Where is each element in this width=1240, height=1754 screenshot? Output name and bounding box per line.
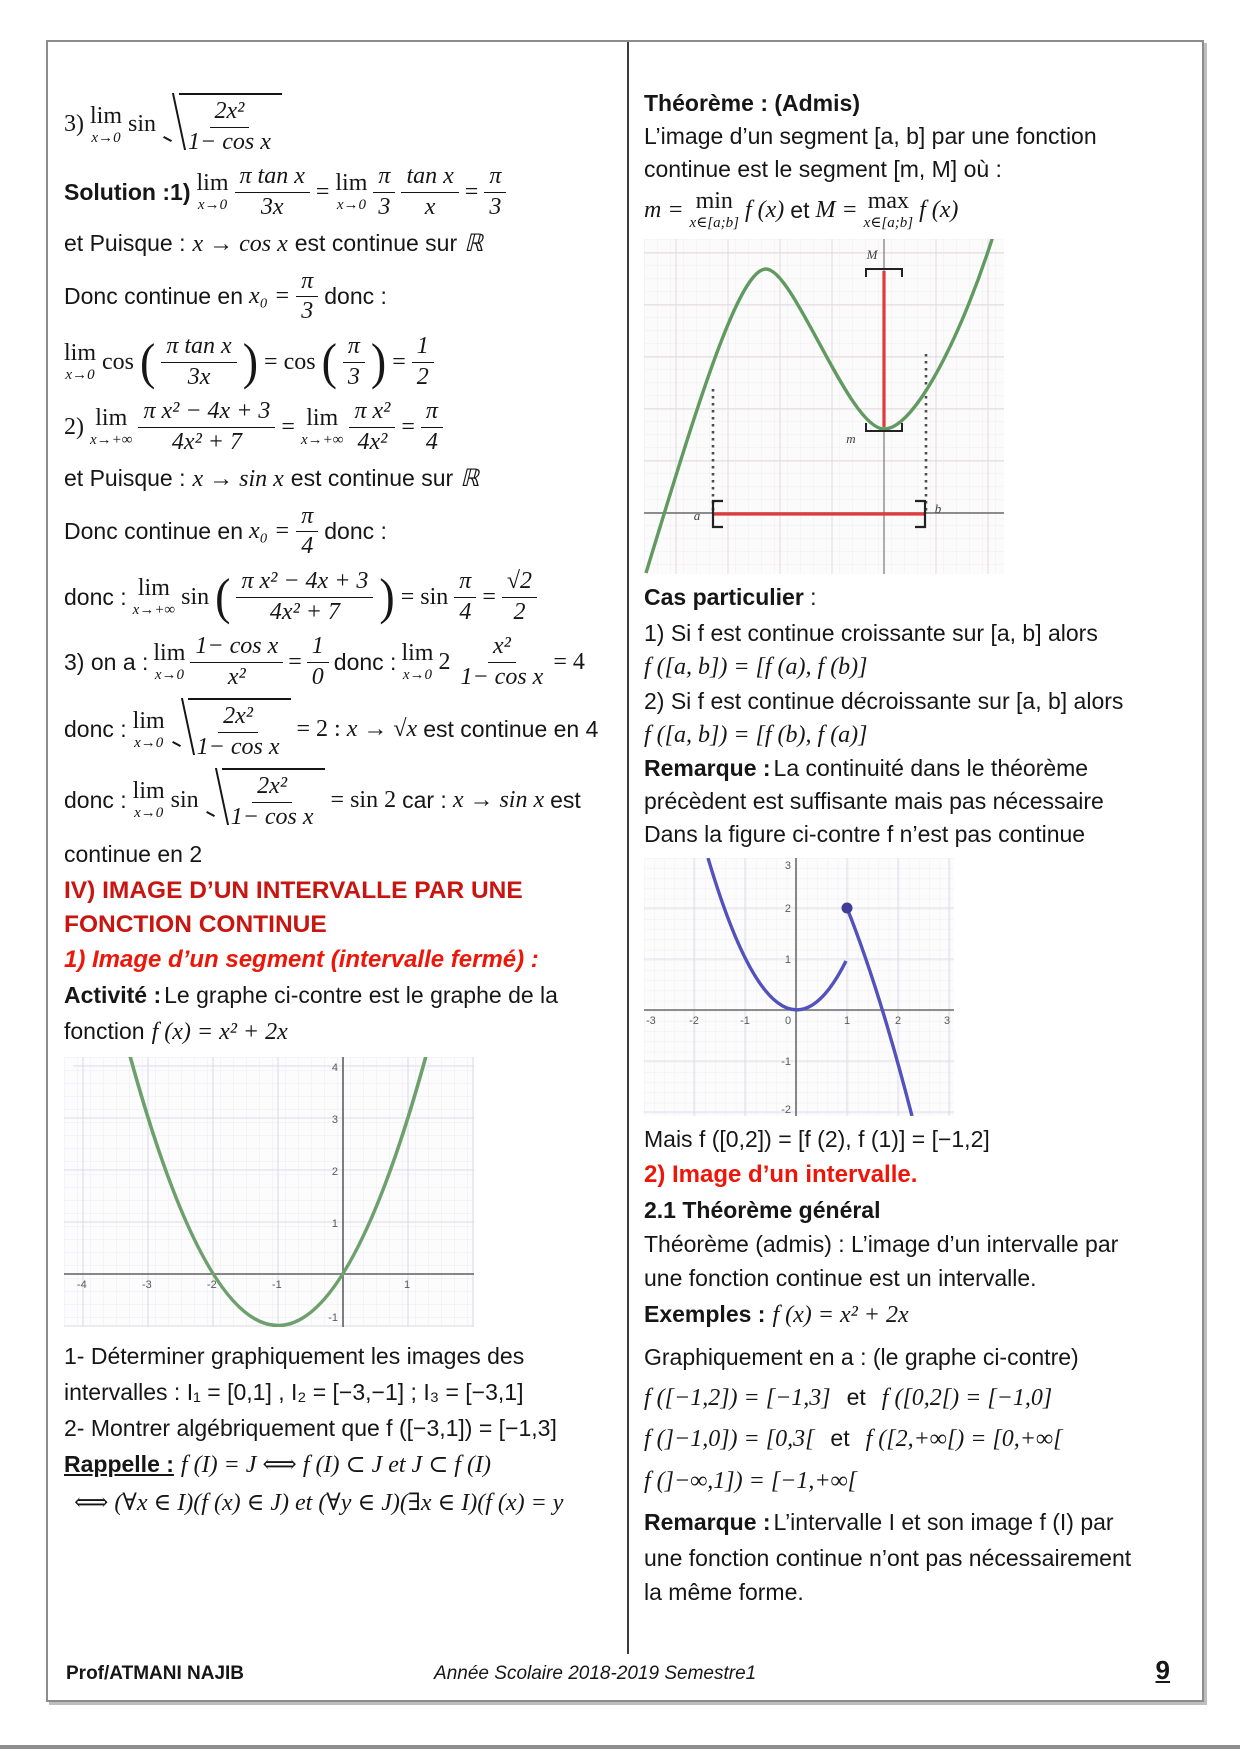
square-root [171,698,291,761]
image-formula: f (]−1,0]) = [0,3[ [644,1426,815,1453]
num: tan x [401,163,458,193]
tick-label: -1 [781,1056,791,1069]
frac [349,398,395,456]
den: 1− cos x [188,128,271,155]
den: 1− cos x [460,663,544,690]
den: 3x [260,193,284,220]
text: et [830,1425,850,1452]
den: 4 [301,533,314,560]
rappel-label: Rappelle : [64,1450,174,1477]
frac [373,163,395,221]
formula-limit-3-work [64,633,612,691]
lim-sub: x→0 [65,367,95,384]
sin: sin [128,111,157,138]
text: est [550,786,581,813]
lim-sub: x→0 [91,129,121,146]
lim-operator [64,341,96,383]
column-divider [627,42,629,1654]
title: Cas particulier [644,584,804,611]
den: 3 [489,193,502,220]
formula-lim-cos [64,333,612,391]
lim-sub: x→+∞ [300,432,344,449]
tick-label: 2 [894,1015,902,1028]
segment-image-graph [644,239,1004,574]
lim: lim [132,707,165,734]
text: donc : [64,786,127,813]
result: = 2 : [296,716,341,743]
frac [307,633,329,691]
den: 0 [311,663,324,690]
lim: lim [306,405,339,432]
lim-operator [133,576,175,618]
frac [454,568,476,626]
theorem-general-heading: 2.1 Théorème général [644,1197,881,1224]
continue-en-2: continue en 2 [64,840,203,867]
x0-equals: x₀ = [249,518,291,545]
equals: = [464,178,479,205]
lim-sub: x→0 [197,197,228,214]
formula-sqrt-limit [64,698,612,761]
image-results-line3: f (]−∞,1]) = [−1,+∞[ [644,1467,858,1494]
text: fonction [64,1018,145,1045]
case-2-line: 2) Si f est continue décroissante sur [a, b] alors [644,687,1124,714]
parabola-graph [64,1057,474,1327]
num: π [343,333,365,363]
red-heading-image-intervalle: 2) Image d’un intervalle. [644,1161,918,1189]
mais-line: Mais f ([0,2]) = [f (2), f (1)] = [−1,2] [644,1126,990,1153]
x0-equals: x₀ = [249,283,291,310]
question-1-line2: intervalles : I₁ = [0,1] , I₂ = [−3,−1] ; I₃ = [−3,1] [64,1378,524,1405]
tick-label: -1 [272,1278,282,1291]
tick-label: 1 [843,1015,851,1028]
m-equals: m = [644,196,684,223]
den: 4 [425,428,438,455]
text: et Puisque : [64,230,186,257]
lim-sub: x→0 [336,197,366,214]
case-2-formula: f ([a, b]) = [f (b), f (a)] [644,721,868,748]
text: est continue sur [294,230,458,257]
tick-label: -3 [142,1278,152,1291]
den: x [424,193,436,220]
text: donc : [333,648,397,675]
coefficient: 2 [438,648,451,675]
frac [235,163,310,221]
den: 4 [459,598,472,625]
sin: sin [420,583,449,610]
num: π x² − 4x + 3 [236,568,373,598]
remark-label: Remarque : [644,755,771,782]
min: min [695,188,733,215]
lim-operator [301,406,343,448]
text: est continue en 4 [423,716,599,743]
footer [66,1655,1186,1686]
tick-label: -2 [689,1015,699,1028]
item-number: 2) [64,413,84,440]
left-column [64,86,612,1526]
solution-line-1 [64,163,612,221]
formula-lim-sin [64,568,612,626]
fx: f (x) [919,196,959,223]
tick-label: 4 [331,1061,338,1074]
frac [183,98,276,156]
text: et Puisque : [64,465,186,492]
text: donc : [324,283,387,310]
point-1-2 [842,903,853,914]
den: 1− cos x [196,733,280,760]
text: Le graphe ci-contre est le graphe de la [164,982,558,1009]
formula-sin-sqrt-limit [64,768,612,831]
num: 1− cos x [190,633,283,663]
num: x² [488,633,516,663]
num: π [296,268,318,298]
lim-operator [133,709,165,751]
sin: sin [170,786,199,813]
num: 1 [307,633,329,663]
lim: lim [132,778,165,805]
solution-label: Solution :1) [64,178,191,205]
tick-label: 3 [943,1015,951,1028]
question-2: 2- Montrer algébriquement que f ([−3,1]) = [−1,3] [64,1414,557,1441]
open-paren: ( [140,333,156,391]
section-heading-line2: FONCTION CONTINUE [64,910,327,938]
tick-label: 0 [784,1015,792,1028]
M-equals: M = [815,196,858,223]
map-expression: x → sin x [452,786,545,813]
max-sub: x∈[a;b] [863,215,914,232]
activity-function-line [64,1016,612,1048]
den: 4x² + 7 [171,428,242,455]
close-paren: ) [379,568,395,625]
num: 2x² [218,703,258,733]
frac [412,333,434,391]
text: et [846,1383,866,1410]
rappel-line1 [64,1449,612,1481]
den: 4x² [357,428,388,455]
frac [502,568,537,626]
fx: f (x) [744,196,785,223]
text: donc : [64,583,127,610]
lim-sub: x→0 [134,734,164,751]
remark-1-line1 [644,753,1196,784]
page-number: 9 [1155,1655,1170,1685]
theorem-general-line1: Théorème (admis) : L’image d’un intervalle par [644,1231,1119,1258]
tick-label: -1 [328,1311,338,1324]
equals: = [281,413,295,440]
case-1-formula: f ([a, b]) = [f (a), f (b)] [644,654,868,681]
lim-sub: x→0 [154,667,184,684]
lim-operator [335,171,367,213]
equals: = [288,648,302,675]
map-expression: x → √x [346,716,418,743]
den: 3 [301,298,314,325]
function-expression: f (x) = x² + 2x [772,1302,909,1329]
frac [236,568,373,626]
num: π tan x [235,163,310,193]
num: π [454,568,476,598]
colon: : [803,584,817,611]
equals: = [482,583,496,610]
num: 1 [412,333,434,363]
item-number: 3) [64,111,84,138]
remark-2-line3: la même forme. [644,1579,804,1606]
theorem-text-line2: continue est le segment [m, M] où : [644,156,1002,183]
label-m: m [846,431,856,447]
lim-operator [133,779,165,821]
section-heading-line1: IV) IMAGE D’UN INTERVALLE PAR UNE [64,876,523,904]
remark-1-line2: précèdent est suffisante mais pas nécessaire [644,788,1104,815]
den: x² [227,663,246,690]
theorem-title: Théorème : (Admis) [644,90,860,116]
reals-symbol: ℝ [464,231,484,258]
lim: lim [335,170,368,197]
tick-label: 2 [784,903,791,916]
tick-label: -1 [740,1015,750,1028]
formula-limit-3 [64,93,612,156]
theorem-text-line1: L’image d’un segment [a, b] par une fonction [644,123,1097,150]
square-root [205,768,325,831]
tick-label: 3 [784,860,791,873]
lim-sub: x→+∞ [90,432,133,449]
text: L’intervalle I et son image f (I) par [773,1509,1114,1535]
equals: = [315,178,330,205]
text: La continuité dans le théorème [773,755,1089,782]
lim: lim [196,170,229,197]
special-case-title [644,582,1196,613]
frac [421,398,443,456]
tick-label: -4 [77,1278,87,1291]
open-paren: ( [321,333,337,391]
theorem-general-line2: une fonction continue est un intervalle. [644,1265,1037,1292]
function-expression: f (x) = x² + 2x [151,1019,288,1046]
label-b: b [934,501,942,517]
lim: lim [90,102,123,129]
label-M: M [866,247,878,263]
den: 3x [187,363,211,390]
minor-grid [644,858,954,1116]
num: π x² [349,398,395,428]
lim-sub: x→0 [402,667,433,684]
image-formula: f ([0,2[) = [−1,0] [881,1384,1053,1411]
math-statement: f (I) = J ⟺ f (I) ⊂ J et J ⊂ f (I) [180,1451,491,1478]
frac [138,398,275,456]
scan-edge [0,1745,1240,1749]
lim-sub: x→0 [134,805,164,822]
text: car : [402,786,447,813]
tick-label: -3 [646,1015,656,1028]
lim-operator [196,171,228,213]
equals: = [400,583,415,610]
tick-label: 1 [404,1278,411,1291]
frac [296,503,318,561]
image-formula: f ([−1,2]) = [−1,3] [644,1384,831,1411]
remark-1-line3: Dans la figure ci-contre f n’est pas continue [644,821,1086,848]
image-results-line2 [644,1423,1196,1455]
num: π [373,163,395,193]
equals: = [401,413,415,440]
sin: sin [181,583,210,610]
lim: lim [95,405,128,432]
num: π [421,398,443,428]
right-column [644,88,1196,1611]
max-operator [864,189,913,231]
frac [484,163,506,221]
rappel-line2: ⟺ (∀x ∈ I)(f (x) ∈ J) et (∀y ∈ J)(∃x ∈ I)(f (x) = y [74,1490,564,1517]
lim: lim [137,575,170,601]
square-root [162,93,282,156]
den: 2 [416,363,429,390]
graphically-note: Graphiquement en a : (le graphe ci-contre) [644,1343,1079,1370]
lim-operator [90,104,122,146]
lim-operator [90,406,132,448]
question-1-line1: 1- Déterminer graphiquement les images des [64,1342,525,1369]
result: = sin 2 [330,786,397,813]
activity-label: Activité : [64,982,162,1009]
label-a: a [693,508,701,524]
continuous-at-pi3 [64,268,612,326]
footer-school-year: Année Scolaire 2018-2019 Semestre1 [434,1663,757,1684]
num: π x² − 4x + 3 [138,398,275,428]
lim-operator [401,641,433,683]
formula-limit-2 [64,398,612,456]
radical-icon [162,93,179,156]
num: 2x² [210,98,250,128]
text: 3) on a : [64,648,149,675]
close-paren: ) [370,333,387,391]
min-max-formula [644,189,1196,231]
min-operator [690,189,739,231]
equals: = [392,348,406,375]
frac [343,333,365,391]
num: √2 [502,568,537,598]
text: donc : [324,518,387,545]
lim-sub: x→+∞ [132,602,176,618]
tick-label: 3 [331,1113,338,1126]
radical-icon [171,698,188,761]
examples-label: Exemples : [644,1301,766,1328]
tick-label: 2 [331,1165,338,1178]
remark-2-line1 [644,1507,1196,1538]
continuous-at-pi4 [64,503,612,561]
frac [226,773,319,831]
cos: cos [283,348,316,375]
cos: cos [102,348,135,375]
remark-label: Remarque : [644,1509,771,1535]
den: 3 [378,193,391,220]
result: = 4 [553,648,585,675]
map-expression: x → sin x [192,466,284,493]
equals: = [264,348,278,375]
num: π [484,163,506,193]
map-expression: x → cos x [192,231,288,258]
radical-icon [205,768,222,831]
examples-line [644,1299,1196,1331]
lim: lim [401,640,434,667]
frac [161,333,236,391]
num: 2x² [252,773,292,803]
frac [401,163,458,221]
tick-label: -2 [207,1278,217,1291]
lim: lim [153,640,186,667]
subsection-heading: 1) Image d’un segment (intervalle fermé) : [64,946,539,974]
max: max [867,188,910,215]
reals-symbol: ℝ [460,466,480,493]
frac [190,633,283,691]
case-1-line: 1) Si f est continue croissante sur [a, b] alors [644,620,1098,647]
lim: lim [64,340,97,367]
text: est continue sur [290,465,454,492]
text: et [790,196,810,223]
tick-label: 1 [331,1217,338,1230]
tick-label: 1 [784,954,791,967]
den: 3 [347,363,360,390]
den: 2 [513,598,526,625]
open-paren: ( [215,568,231,625]
num: π tan x [161,333,236,363]
remark-2-line2: une fonction continue n’ont pas nécessairement [644,1545,1132,1572]
den: 1− cos x [230,804,314,831]
den: 4x² + 7 [269,598,340,625]
text: Donc continue en [64,518,244,545]
close-paren: ) [242,333,259,391]
tick-label: -2 [781,1104,791,1117]
footer-author: Prof/ATMANI NAJIB [66,1663,245,1684]
activity-line [64,980,612,1011]
image-formula: f ([2,+∞[) = [0,+∞[ [865,1426,1063,1453]
frac [192,703,285,761]
min-sub: x∈[a;b] [689,215,739,232]
text: donc : [64,716,127,743]
continuity-note-cos [64,228,612,260]
text: Donc continue en [64,283,244,310]
frac [296,268,318,326]
lim-operator [153,641,185,683]
image-results-line1 [644,1382,1196,1414]
discontinuous-graph [644,858,954,1116]
frac [455,633,548,691]
num: π [296,503,318,533]
continuity-note-sin [64,463,612,495]
